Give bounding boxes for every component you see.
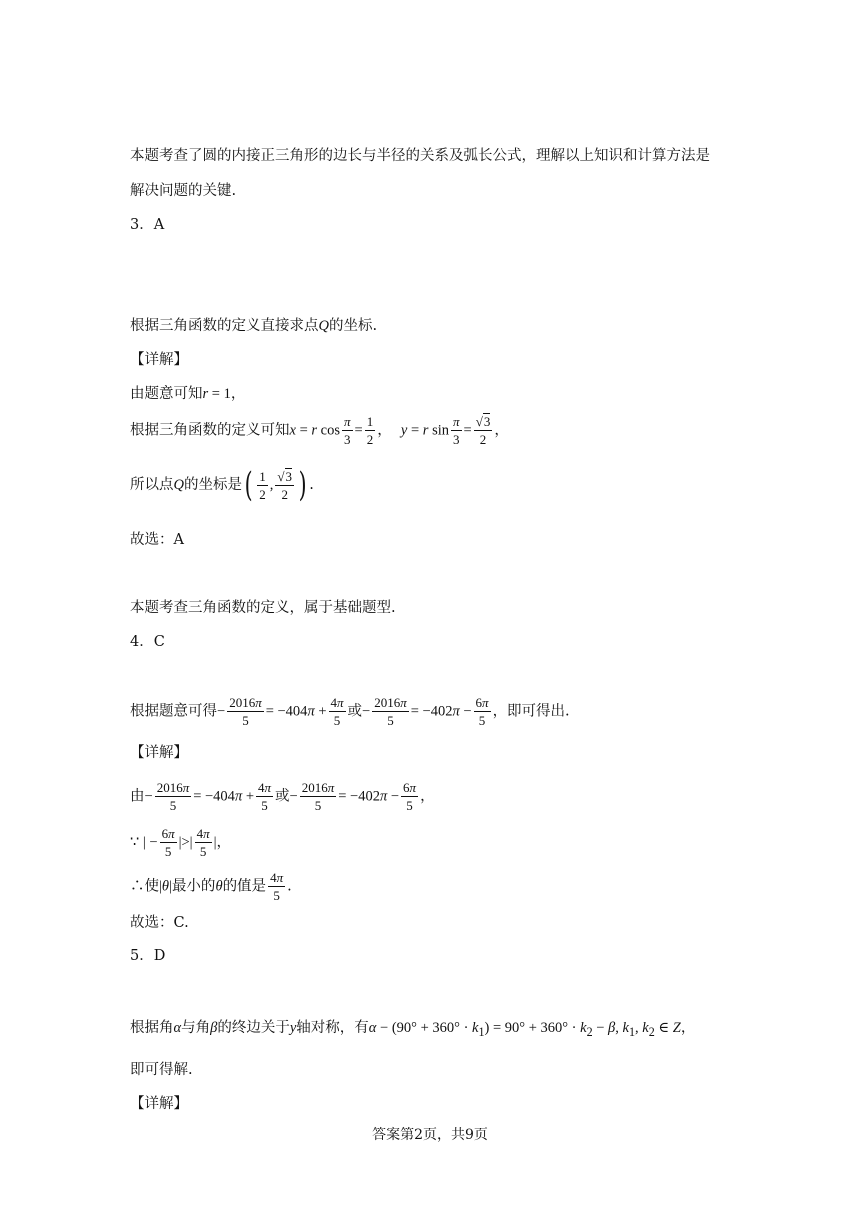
analysis-line: 根据题意可得− $\frac{2016\pi}{5}$ = −404π + $\frac{4\pi}{5}$ 或− $\frac{2016\pi}{5}$ = −402π − $\frac{6\pi}{5}$ ，即可得出. [130,695,570,728]
detail-heading: 【详解】 [130,745,188,761]
question-answer: 3．A [130,217,165,233]
question-answer: 4．C [130,634,165,650]
text-line: 即可得解. [130,1062,193,1078]
text-line: 本题考查了圆的内接正三角形的边长与半径的关系及弧长公式，理解以上知识和计算方法是 [130,148,710,164]
solution-line: 由题意可知r = 1， [130,386,246,402]
analysis-line: 根据角α与角β的终边关于y轴对称，有$\alpha - (90^\circ + 360^\circ \cdot k_1) = 90^\circ + 360^\circ \cdot k_2 - \beta$, $k_1$, $k_2$ ∈ Z， [130,1020,696,1039]
solution-line: 根据三角函数的定义可知x = r cos $\frac{\pi}{3}$ = $\frac{1}{2}$ ， y = r sin $\frac{\pi}{3}$ = $\frac{√3}{2}$ ， [130,414,509,447]
solution-line: ∴使|θ|最小的θ的值是 $\frac{4\pi}{5}$ . [130,870,292,903]
question-answer: 5．D [130,948,166,964]
detail-heading: 【详解】 [130,352,188,368]
solution-line: 所以点Q的坐标是( $\frac{1}{2}$ , $\frac{√3}{2}$ ) . [130,465,314,505]
solution-line: ∵ | − $\frac{6\pi}{5}$ |>| $\frac{4\pi}{5}$ |， [130,826,231,859]
answer-line: 故选：A [130,532,184,548]
review-line: 本题考查三角函数的定义，属于基础题型. [130,600,396,616]
text-line: 解决问题的关键. [130,183,237,199]
page-footer: 答案第2页，共9页 [372,1127,488,1143]
analysis-line: 根据三角函数的定义直接求点Q的坐标. [130,318,378,334]
solution-line: 由− $\frac{2016\pi}{5}$ = −404π + $\frac{4\pi}{5}$ 或− $\frac{2016\pi}{5}$ = −402π − $\frac{6\pi}{5}$ ， [130,780,435,813]
answer-line: 故选：C. [130,915,189,931]
detail-heading: 【详解】 [130,1096,188,1112]
